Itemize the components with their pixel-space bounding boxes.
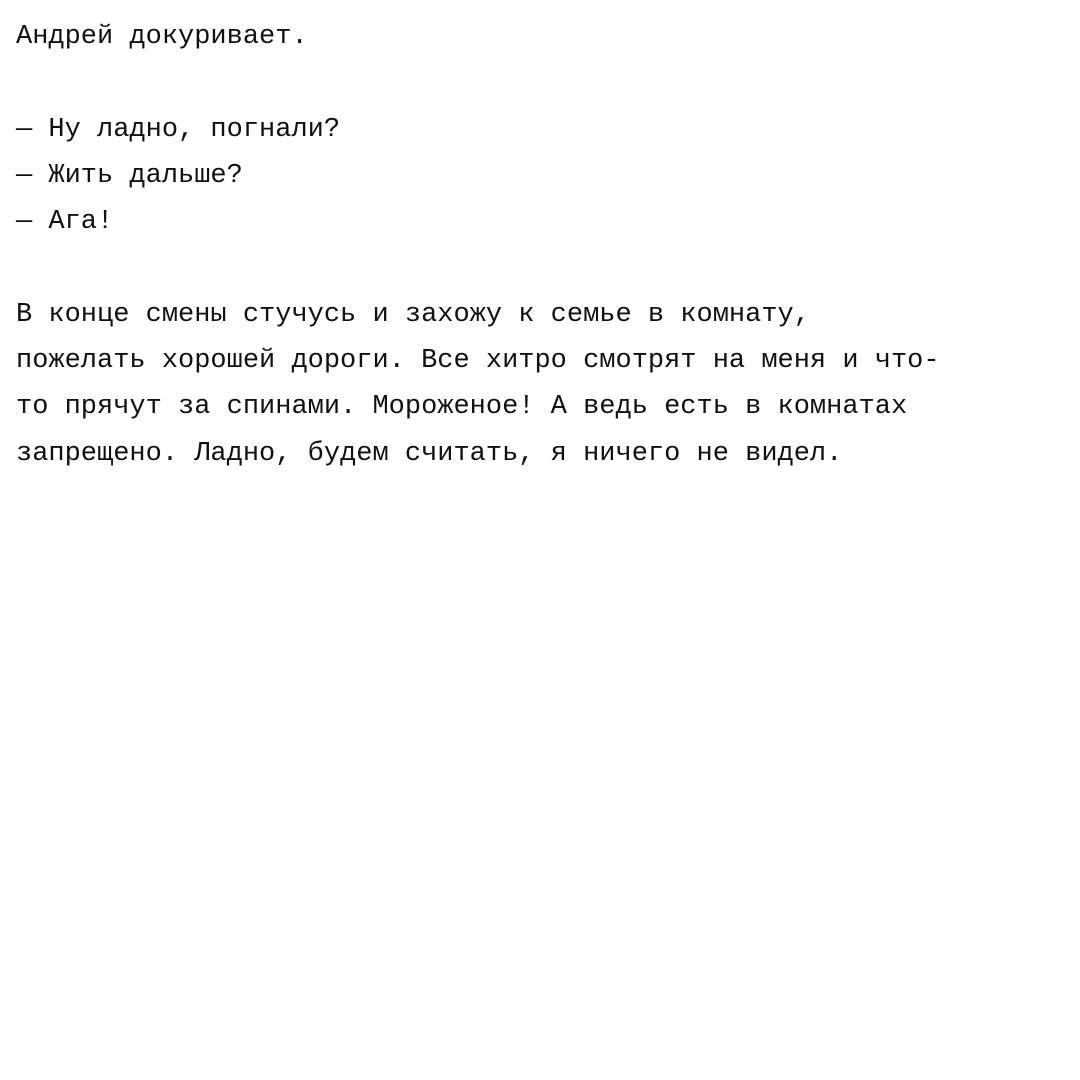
paragraph-line-4: запрещено. Ладно, будем считать, я ничего не видел. [16, 438, 843, 469]
dialogue-line-1: — Ну ладно, погнали? [16, 114, 341, 145]
blank-line [16, 60, 1066, 106]
blank-line [16, 245, 1066, 291]
intro-line: Андрей докуривает. [16, 22, 308, 52]
dialogue-line-2: — Жить дальше? [16, 160, 243, 191]
paragraph-line-2: пожелать хорошей дороги. Все хитро смотрят на меня и что- [16, 346, 940, 377]
dialogue-line-3: — Ага! [16, 207, 114, 238]
document-body [16, 14, 1066, 477]
paragraph-line-3: то прячут за спинами. Мороженое! А ведь есть в комнатах [16, 392, 908, 423]
paragraph-line-1: В конце смены стучусь и захожу к семье в комнату, [16, 299, 810, 330]
